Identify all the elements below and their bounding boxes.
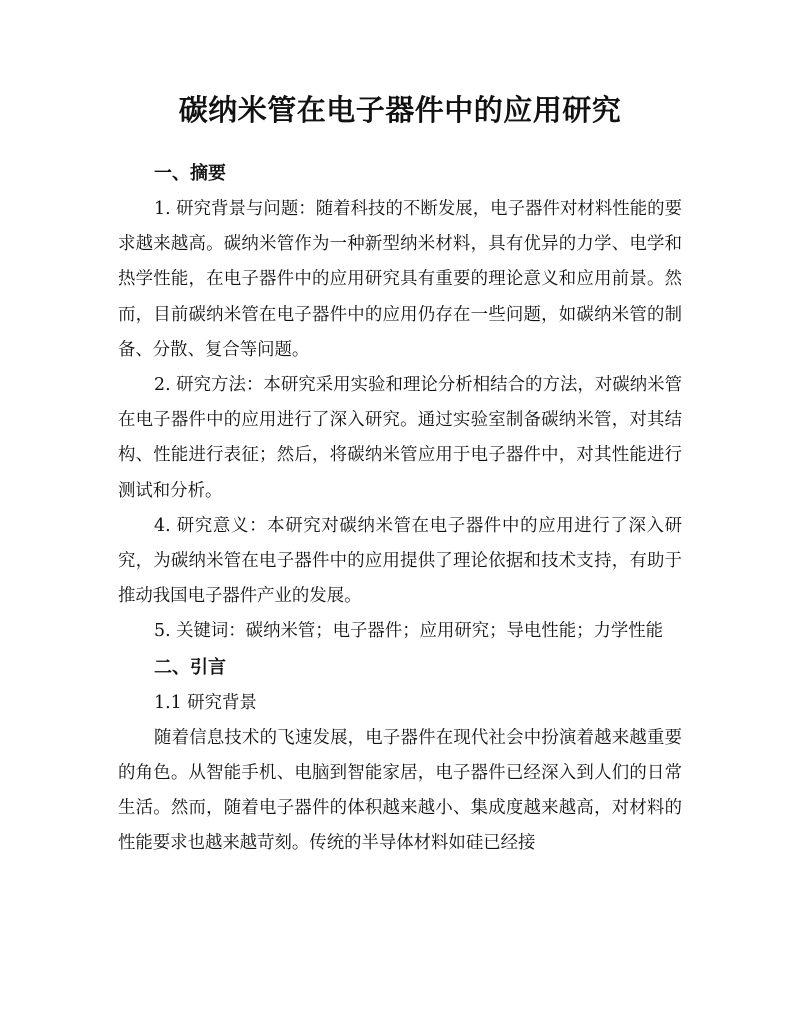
- abstract-significance-paragraph: 4. 研究意义：本研究对碳纳米管在电子器件中的应用进行了深入研究，为碳纳米管在电子器件中的应用提供了理论依据和技术支持，有助于推动我国电子器件产业的发展。: [118, 515, 682, 607]
- intro-background-paragraph: 随着信息技术的飞速发展，电子器件在现代社会中扮演着越来越重要的角色。从智能手机、电脑到智能家居，电子器件已经深入到人们的日常生活。然而，随着电子器件的体积越来越小、集成度越来越高，对材料的性能要求也越来越苛刻。传统的半导体材料如硅已经接: [118, 727, 682, 854]
- abstract-background-paragraph: 1. 研究背景与问题：随着科技的不断发展，电子器件对材料性能的要求越来越高。碳纳米管作为一种新型纳米材料，具有优异的力学、电学和热学性能，在电子器件中的应用研究具有重要的理论意义和应用前景。然而，目前碳纳米管在电子器件中的应用仍存在一些问题，如碳纳米管的制备、分散、复合等问题。: [118, 199, 682, 360]
- intro-subheading-background: 1.1 研究背景: [154, 692, 257, 713]
- intro-section: [118, 650, 682, 862]
- intro-heading: 二、引言: [154, 656, 226, 678]
- abstract-section: [118, 156, 682, 650]
- abstract-heading: 一、摘要: [154, 163, 226, 184]
- abstract-keywords-paragraph: 5. 关键词：碳纳米管；电子器件；应用研究；导电性能；力学性能: [154, 621, 664, 642]
- abstract-method-paragraph: 2. 研究方法：本研究采用实验和理论分析相结合的方法，对碳纳米管在电子器件中的应用进行了深入研究。通过实验室制备碳纳米管，对其结构、性能进行表征；然后，将碳纳米管应用于电子器件中，对其性能进行测试和分析。: [118, 375, 682, 501]
- document-title: 碳纳米管在电子器件中的应用研究: [178, 93, 622, 127]
